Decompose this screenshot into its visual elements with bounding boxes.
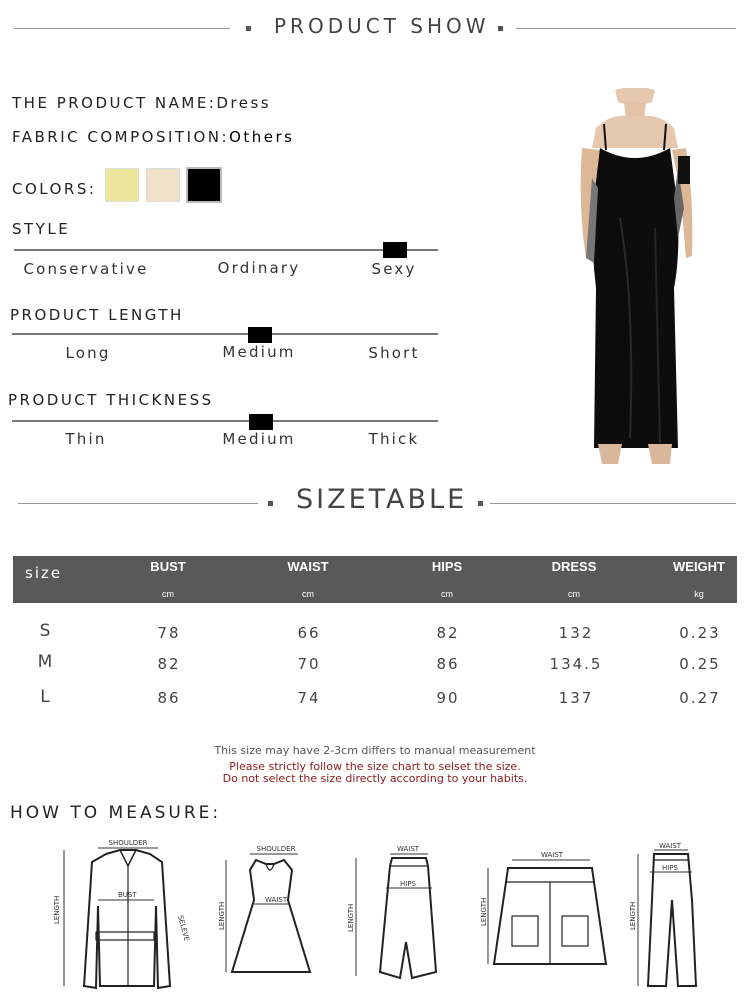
skirt-measure-icon xyxy=(342,842,442,987)
label-waist: WAIST xyxy=(265,896,288,904)
label-waist: WAIST xyxy=(540,851,564,859)
label-length: LENGTH xyxy=(480,897,488,926)
label-length: LENGTH xyxy=(53,895,61,924)
dress-measure-icon xyxy=(218,842,318,987)
divider-right xyxy=(516,28,736,29)
thickness-marker xyxy=(249,414,273,430)
color-swatch-black[interactable] xyxy=(186,167,222,203)
note-measurement: This size may have 2-3cm differs to manual measurement xyxy=(214,744,536,757)
fabric-label: FABRIC COMPOSITION: xyxy=(12,128,230,146)
column-header-weight: WEIGHT xyxy=(673,559,725,574)
thickness-scale-line xyxy=(12,420,438,422)
table-cell: 74 xyxy=(297,689,321,707)
column-unit-dress: cm xyxy=(568,589,580,599)
divider-dot xyxy=(478,501,483,506)
table-cell: 90 xyxy=(436,689,460,707)
table-cell: 0.27 xyxy=(679,689,721,707)
column-header-bust: BUST xyxy=(150,559,186,574)
fabric-row xyxy=(12,128,294,146)
length-option-long: Long xyxy=(65,344,111,362)
style-option-sexy: Sexy xyxy=(371,260,417,278)
divider-dot xyxy=(498,26,503,31)
divider-left xyxy=(14,28,230,29)
divider-dot xyxy=(246,26,251,31)
length-option-short: Short xyxy=(368,344,420,362)
length-title: PRODUCT LENGTH xyxy=(10,306,184,324)
size-table-header xyxy=(13,556,737,603)
thickness-title: PRODUCT THICKNESS xyxy=(8,391,214,409)
product-image xyxy=(560,88,710,468)
length-marker xyxy=(248,327,272,343)
label-waist: WAIST xyxy=(396,845,420,853)
label-sleeve: SELEVE xyxy=(176,914,191,943)
size-column-header: size xyxy=(25,564,63,582)
length-option-medium: Medium xyxy=(222,343,296,361)
length-scale-line xyxy=(12,333,438,335)
column-header-hips: HIPS xyxy=(431,559,463,574)
column-unit-hips: cm xyxy=(441,589,453,599)
color-swatch-apricot[interactable] xyxy=(146,168,180,202)
divider-left xyxy=(18,503,258,504)
label-shoulder: SHOULDER xyxy=(256,845,296,853)
style-scale-line xyxy=(14,249,438,251)
label-waist: WAIST xyxy=(658,842,682,850)
thickness-option-medium: Medium xyxy=(222,430,296,448)
table-cell: 70 xyxy=(297,655,321,673)
style-option-ordinary: Ordinary xyxy=(217,259,301,277)
style-option-conservative: Conservative xyxy=(23,260,149,278)
fabric-value: Others xyxy=(229,128,295,146)
table-cell: 134.5 xyxy=(549,655,603,673)
table-cell: 86 xyxy=(436,655,460,673)
column-header-waist: WAIST xyxy=(287,559,329,574)
section-title-how-to-measure: HOW TO MEASURE: xyxy=(10,803,222,823)
size-cell-m: M xyxy=(37,652,55,672)
section-title-sizetable: SIZETABLE xyxy=(296,484,468,515)
divider-right xyxy=(490,503,736,504)
product-name-row xyxy=(12,94,271,112)
size-cell-s: S xyxy=(39,621,53,641)
table-cell: 66 xyxy=(297,624,321,642)
label-hips: HIPS xyxy=(400,880,416,888)
table-cell: 0.23 xyxy=(679,624,721,642)
style-title: STYLE xyxy=(12,220,71,238)
table-cell: 82 xyxy=(436,624,460,642)
column-unit-waist: cm xyxy=(302,589,314,599)
label-length: LENGTH xyxy=(347,903,355,932)
column-unit-bust: cm xyxy=(162,589,174,599)
product-name-label: THE PRODUCT NAME: xyxy=(12,94,217,112)
section-title-product-show: PRODUCT SHOW xyxy=(274,14,490,38)
table-cell: 0.25 xyxy=(679,655,721,673)
mini-skirt-measure-icon xyxy=(478,846,618,976)
label-bust: BUST xyxy=(118,891,137,899)
table-cell: 78 xyxy=(157,624,181,642)
thickness-option-thick: Thick xyxy=(368,430,420,448)
column-unit-weight: kg xyxy=(694,589,704,599)
label-length: LENGTH xyxy=(629,901,637,930)
size-cell-l: L xyxy=(40,687,52,707)
colors-label: COLORS: xyxy=(12,180,97,198)
style-marker xyxy=(383,242,407,258)
label-hips: HIPS xyxy=(662,864,678,872)
divider-dot xyxy=(268,501,273,506)
table-cell: 137 xyxy=(558,689,594,707)
product-name-value: Dress xyxy=(216,94,272,112)
table-cell: 132 xyxy=(558,624,594,642)
thickness-option-thin: Thin xyxy=(65,430,107,448)
label-length: LENGTH xyxy=(218,901,226,930)
note-follow-chart: Please strictly follow the size chart to selset the size. xyxy=(229,760,521,773)
jacket-measure-icon xyxy=(50,836,200,994)
column-header-dress: DRESS xyxy=(551,559,597,574)
label-shoulder: SHOULDER xyxy=(108,839,148,847)
color-swatch-yellow[interactable] xyxy=(105,168,139,202)
table-cell: 86 xyxy=(157,689,181,707)
table-cell: 82 xyxy=(157,655,181,673)
note-do-not-select: Do not select the size directly according to your habits. xyxy=(222,772,528,785)
pants-measure-icon xyxy=(626,840,706,990)
